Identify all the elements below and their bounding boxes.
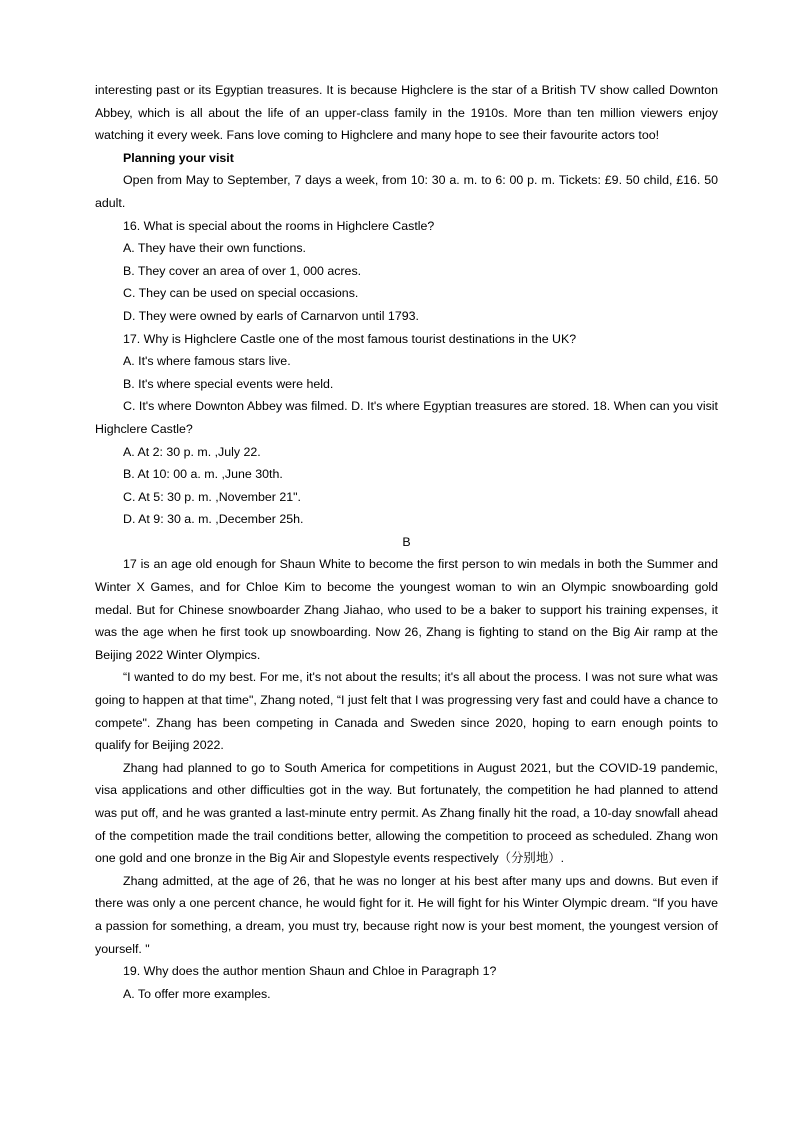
question-16-option-a: A. They have their own functions.: [123, 241, 306, 256]
question-16-option-b: B. They cover an area of over 1, 000 acres.: [123, 263, 362, 278]
question-16: 16. What is special about the rooms in Highclere Castle?: [123, 218, 435, 233]
paragraph-b1: 17 is an age old enough for Shaun White to become the first person to win medals in both the Summer and Winter X Games, and for Chloe Kim to become the youngest woman to win an Olympic snowboarding gold medal. But for Chinese snowboarder Zhang Jiahao, who used to be a baker to support his training expenses, it was the age when he first took up snowboarding. Now 26, Zhang is fighting to stand on the Big Air ramp at the Beijing 2022 Winter Olympics.: [95, 557, 718, 662]
paragraph-visit-info: Open from May to September, 7 days a week, from 10: 30 a. m. to 6: 00 p. m. Tickets: £9. 50 child, £16. 50 adult.: [95, 173, 718, 210]
heading-planning-visit: Planning your visit: [123, 150, 234, 165]
question-18-option-c: C. At 5: 30 p. m. ,November 21".: [123, 489, 301, 504]
question-19: 19. Why does the author mention Shaun and Chloe in Paragraph 1?: [123, 964, 497, 979]
question-18-option-b: B. At 10: 00 a. m. ,June 30th.: [123, 467, 283, 482]
question-16-option-d: D. They were owned by earls of Carnarvon until 1793.: [123, 308, 419, 323]
section-b-label: B: [402, 534, 411, 549]
question-17: 17. Why is Highclere Castle one of the most famous tourist destinations in the UK?: [123, 331, 577, 346]
question-17-options-cd-and-question-18: C. It's where Downton Abbey was filmed. D. It's where Egyptian treasures are stored. 18. When can you visit Highclere Castle?: [95, 399, 718, 436]
question-18-option-d: D. At 9: 30 a. m. ,December 25h.: [123, 512, 304, 527]
question-18-option-a: A. At 2: 30 p. m. ,July 22.: [123, 444, 261, 459]
paragraph-b2: “I wanted to do my best. For me, it's not about the results; it's all about the process. I was not sure what was going to happen at that time", Zhang noted, “I just felt that I was progressing very fast and could have a chance to compete". Zhang has been competing in Canada and Sweden since 2020, hoping to earn enough points to qualify for Beijing 2022.: [95, 670, 718, 753]
document-page: [95, 79, 718, 1005]
paragraph-b4: Zhang admitted, at the age of 26, that he was no longer at his best after many ups and downs. But even if there was only a one percent chance, he would fight for it. He will fight for his Winter Olympic dream. “If you have a passion for something, a dream, you must try, because right now is your best moment, the youngest version of yourself. ": [95, 873, 718, 956]
question-17-option-a: A. It's where famous stars live.: [123, 354, 291, 369]
paragraph-highclere-continued: interesting past or its Egyptian treasures. It is because Highclere is the star of a British TV show called Downton Abbey, which is all about the life of an upper-class family in the 1910s. More than ten million viewers enjoy watching it every week. Fans love coming to Highclere and many hope to see their favourite actors too!: [95, 83, 718, 143]
question-16-option-c: C. They can be used on special occasions.: [123, 286, 359, 301]
question-17-option-b: B. It's where special events were held.: [123, 376, 334, 391]
paragraph-b3: Zhang had planned to go to South America for competitions in August 2021, but the COVID-19 pandemic, visa applications and other difficulties got in the way. But fortunately, the competition he had planned to attend was put off, and he was granted a last-minute entry permit. As Zhang finally hit the road, a 10-day snowfall ahead of the competition made the trail conditions better, allowing the competition to proceed as scheduled. Zhang won one gold and one bronze in the Big Air and Slopestyle events respectively（分别地）.: [95, 760, 718, 866]
question-19-option-a: A. To offer more examples.: [123, 986, 271, 1001]
